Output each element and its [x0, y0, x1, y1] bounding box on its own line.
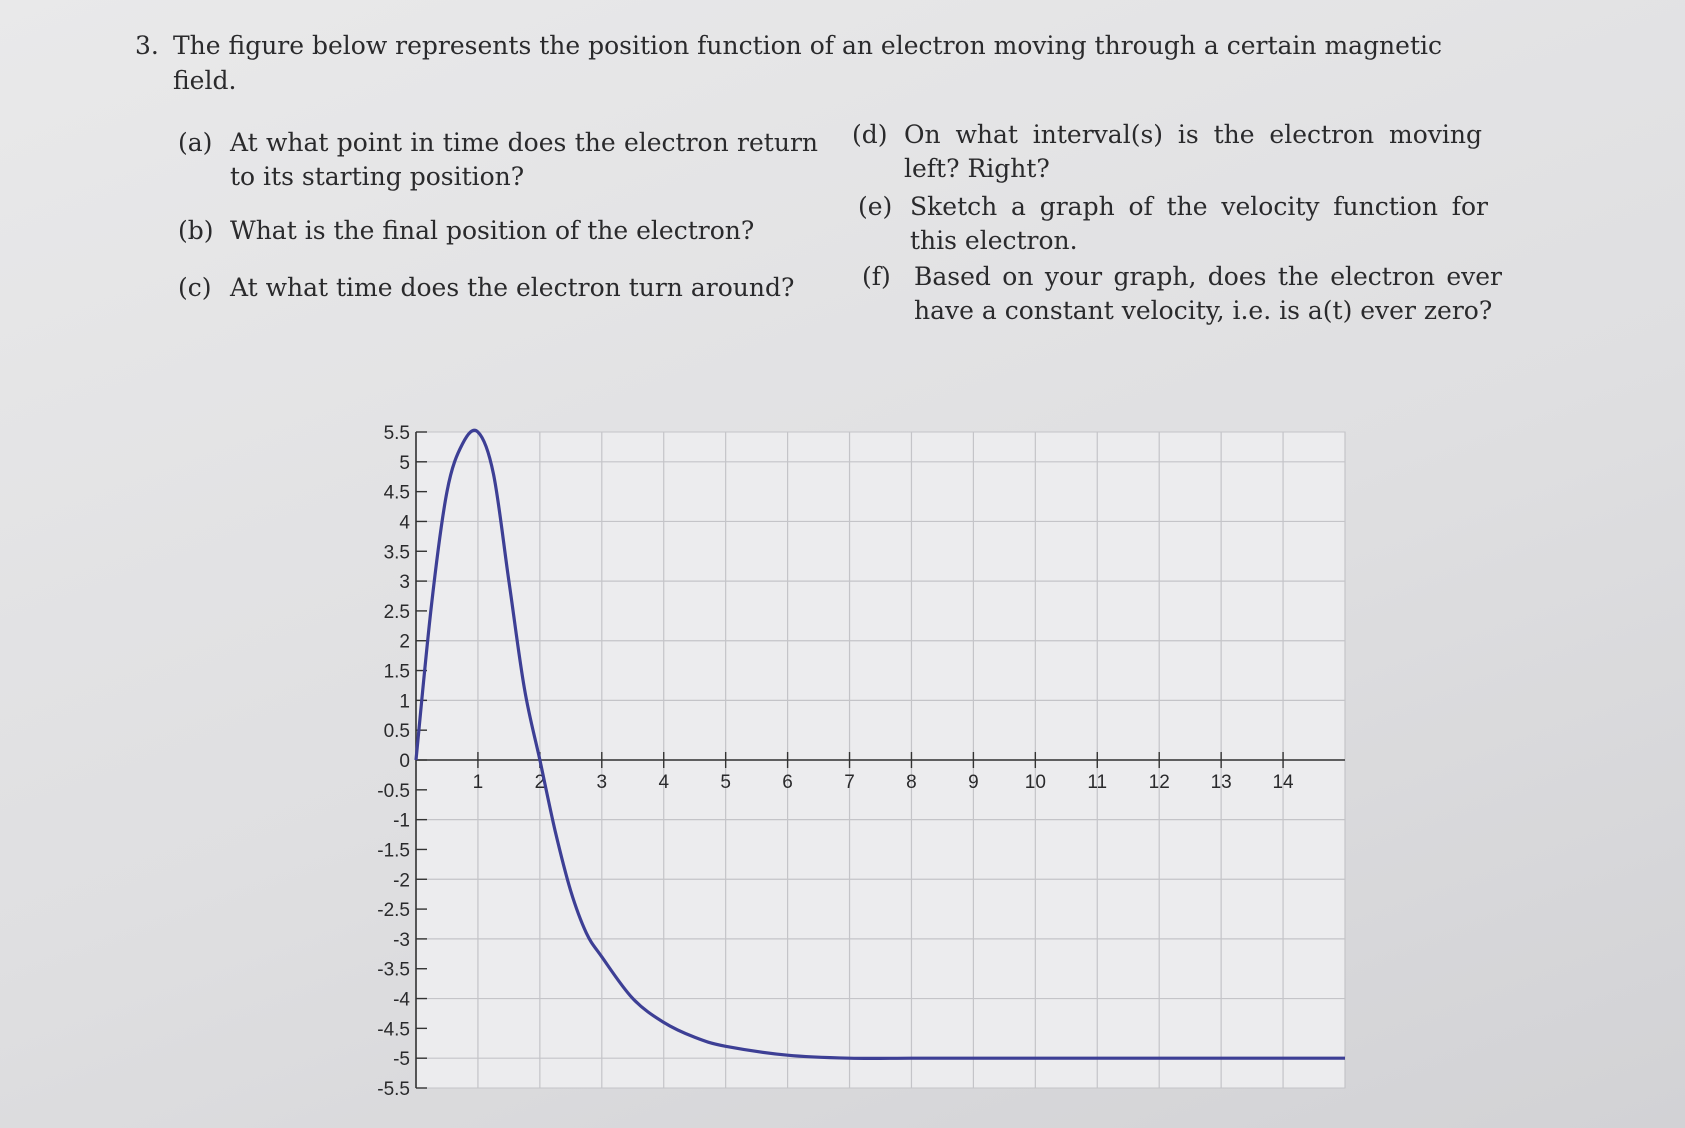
y-tick-label: 2.5: [383, 601, 410, 623]
question-text: What is the final position of the electron?: [230, 216, 755, 245]
question-text: On what interval(s) is the electron moving left? Right?: [904, 120, 1482, 183]
y-tick-label: -5.5: [377, 1079, 410, 1100]
y-tick-label: -2.5: [377, 900, 410, 922]
y-tick-label: 3: [399, 572, 410, 594]
y-tick-label: 5: [399, 452, 410, 474]
question-text: Based on your graph, does the electron ever have a constant velocity, i.e. is a(t) ever zero?: [914, 262, 1502, 325]
question-text: Sketch a graph of the velocity function for this electron.: [910, 192, 1488, 255]
y-tick-label: -0.5: [377, 780, 410, 802]
x-tick-label: 9: [968, 772, 979, 793]
y-tick-label: 0: [399, 751, 410, 772]
y-tick-label: 4.5: [383, 482, 410, 504]
question-label: (d): [852, 120, 888, 149]
x-tick-label: 11: [1087, 772, 1108, 793]
x-tick-label: 7: [844, 772, 855, 793]
position-chart-svg: [340, 400, 1360, 1110]
question-label: (e): [858, 192, 893, 221]
x-tick-label: 6: [782, 772, 793, 793]
problem-number: 3.: [135, 31, 159, 60]
x-tick-label: 14: [1272, 772, 1294, 793]
question-label: (f): [862, 262, 891, 291]
x-tick-label: 13: [1210, 772, 1232, 793]
y-tick-label: 5.5: [383, 423, 410, 444]
y-tick-label: -2: [393, 870, 410, 892]
question-label: (b): [178, 216, 214, 245]
x-tick-label: 12: [1148, 772, 1170, 793]
y-tick-label: -1: [393, 810, 410, 832]
y-tick-label: 2: [399, 631, 410, 653]
y-tick-label: 1: [399, 691, 410, 713]
x-tick-label: 4: [658, 772, 670, 793]
question-text: At what time does the electron turn around?: [230, 273, 795, 302]
y-tick-label: -3: [393, 929, 410, 951]
x-tick-label: 10: [1024, 772, 1046, 793]
y-tick-label: 3.5: [383, 542, 410, 564]
y-tick-label: 4: [399, 512, 410, 534]
y-tick-label: -4.5: [377, 1019, 410, 1041]
problem-stem: The figure below represents the position function of an electron moving through a certain magnetic field.: [173, 31, 1442, 95]
question-text: At what point in time does the electron return to its starting position?: [230, 128, 818, 191]
position-chart: [340, 400, 1360, 1110]
x-tick-label: 2: [534, 772, 546, 793]
y-tick-label: -1.5: [377, 840, 410, 862]
x-tick-label: 1: [472, 772, 484, 793]
y-tick-label: -4: [393, 989, 410, 1011]
x-tick-label: 3: [596, 772, 608, 793]
y-tick-label: -3.5: [377, 959, 410, 981]
question-label: (c): [178, 273, 212, 302]
x-tick-label: 8: [906, 772, 917, 793]
y-tick-label: 1.5: [383, 661, 410, 683]
x-tick-label: 5: [720, 772, 731, 793]
y-tick-label: -5: [393, 1049, 410, 1071]
y-tick-label: 0.5: [383, 721, 410, 743]
question-label: (a): [178, 128, 213, 157]
